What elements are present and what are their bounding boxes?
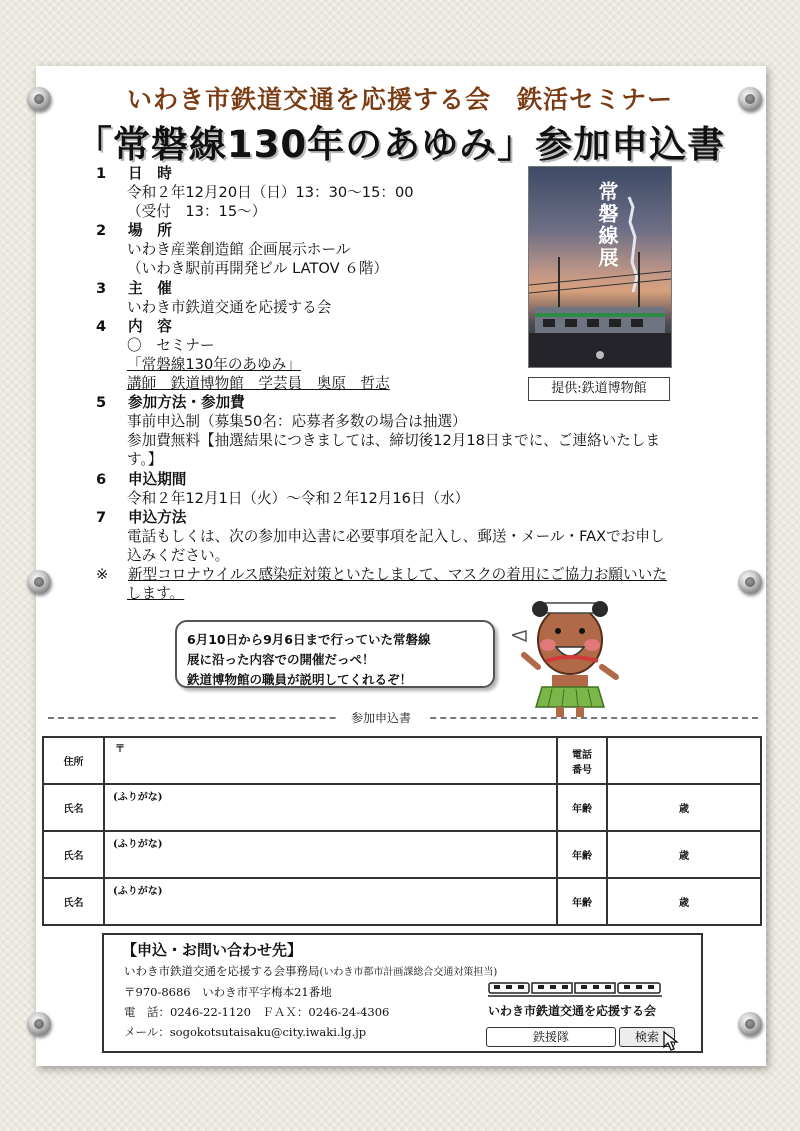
name-label: 氏名: [43, 831, 104, 878]
name-field[interactable]: (ふりがな): [104, 784, 557, 831]
detail-line: いわき産業創造館 企画展示ホール: [127, 241, 351, 259]
pushpin-icon: [27, 1012, 51, 1036]
detail-heading-organizer: 3 主 催: [96, 279, 172, 297]
speech-line: 鉄道博物館の職員が説明してくれるぞ！: [187, 672, 413, 687]
detail-heading-period: 6 申込期間: [96, 470, 187, 488]
exhibition-poster-image: [528, 166, 672, 368]
phone-label: 電話 番号: [557, 737, 607, 784]
speech-line: 6月10日から9月6日まで行っていた常磐線: [187, 632, 431, 647]
pushpin-icon: [27, 570, 51, 594]
contact-office: いわき市鉄道交通を応援する会事務局(いわき市都市計画課総合交通対策担当): [124, 964, 498, 978]
detail-line: 電話もしくは、次の参加申込書に必要事項を記入し、郵送・メール・FAXでお申し: [127, 527, 665, 545]
contact-phone-fax: 電 話：0246-22-1120 ＦＡＸ：0246-24-4306: [124, 1005, 390, 1019]
detail-line: 令和２年12月20日（日）13：30〜15：00: [127, 184, 414, 202]
detail-heading-date: 1 日 時: [96, 165, 172, 182]
age-field[interactable]: 歳: [607, 831, 761, 878]
detail-line: （受付 13：15〜）: [127, 203, 267, 221]
phone-field[interactable]: [607, 737, 761, 784]
detail-line: す。】: [127, 451, 163, 469]
name-label: 氏名: [43, 878, 104, 925]
poster-title: 常磐線展: [595, 181, 619, 269]
contact-email[interactable]: メール：sogokotsutaisaku@city.iwaki.lg.jp: [124, 1025, 367, 1039]
detail-heading-content: 4 内 容: [96, 317, 172, 335]
detail-line: 〇 セミナー: [127, 336, 215, 354]
contact-postal: 〒970-8686 いわき市平字梅本21番地: [124, 985, 332, 999]
name-field[interactable]: (ふりがな): [104, 831, 557, 878]
org-name: いわき市鉄道交通を応援する会: [488, 1004, 657, 1018]
name-field[interactable]: (ふりがな): [104, 878, 557, 925]
detail-line: 事前申込制（募集50名：応募者多数の場合は抽選）: [127, 413, 467, 431]
cursor-icon: [662, 1031, 680, 1051]
detail-line: 込みください。: [127, 546, 230, 564]
contact-title: 【申込・お問い合わせ先】: [122, 941, 303, 959]
organizer-heading: いわき市鉄道交通を応援する会 鉄活セミナー: [126, 85, 673, 114]
train-icon: [488, 981, 662, 997]
detail-heading-participation: 5 参加方法・参加費: [96, 394, 245, 412]
age-label: 年齢: [557, 784, 607, 831]
detail-heading-method: 7 申込方法: [96, 508, 187, 526]
covid-notice: ※ 新型コロナウイルス感染症対策といたしまして、マスクの着用にご協力お願いいた: [96, 565, 667, 583]
search-button[interactable]: 検索: [619, 1027, 675, 1047]
form-section-label: 参加申込書: [336, 707, 426, 729]
speech-line: 展に沿った内容での開催だっぺ！: [187, 652, 375, 667]
age-field[interactable]: 歳: [607, 878, 761, 925]
page-title: 「常磐線130年のあゆみ」参加申込書: [74, 123, 726, 166]
address-label: 住所: [43, 737, 104, 784]
mascot-character-icon: [512, 595, 622, 720]
seminar-lecturer: 講師 鉄道博物館 学芸員 奥原 哲志: [127, 375, 390, 393]
age-label: 年齢: [557, 878, 607, 925]
speech-bubble: [175, 620, 495, 688]
detail-heading-place: 2 場 所: [96, 222, 172, 240]
application-form: [42, 736, 762, 926]
address-field[interactable]: 〒: [104, 737, 557, 784]
seminar-title: 「常磐線130年のあゆみ」: [127, 355, 301, 373]
image-credit: 提供:鉄道博物館: [528, 377, 670, 401]
search-input[interactable]: 鉄援隊: [486, 1027, 616, 1047]
pushpin-icon: [738, 1012, 762, 1036]
detail-line: 令和２年12月1日（火）〜令和２年12月16日（水）: [127, 489, 470, 507]
pushpin-icon: [738, 570, 762, 594]
detail-line: 参加費無料【抽選結果につきましては、締切後12月18日までに、ご連絡いたしま: [127, 432, 661, 450]
age-label: 年齢: [557, 831, 607, 878]
age-field[interactable]: 歳: [607, 784, 761, 831]
contact-box: [102, 933, 703, 1053]
covid-notice-cont: します。: [127, 585, 185, 603]
name-label: 氏名: [43, 784, 104, 831]
detail-line: いわき市鉄道交通を応援する会: [127, 298, 332, 316]
detail-line: （いわき駅前再開発ビル LATOV ６階）: [127, 260, 389, 278]
